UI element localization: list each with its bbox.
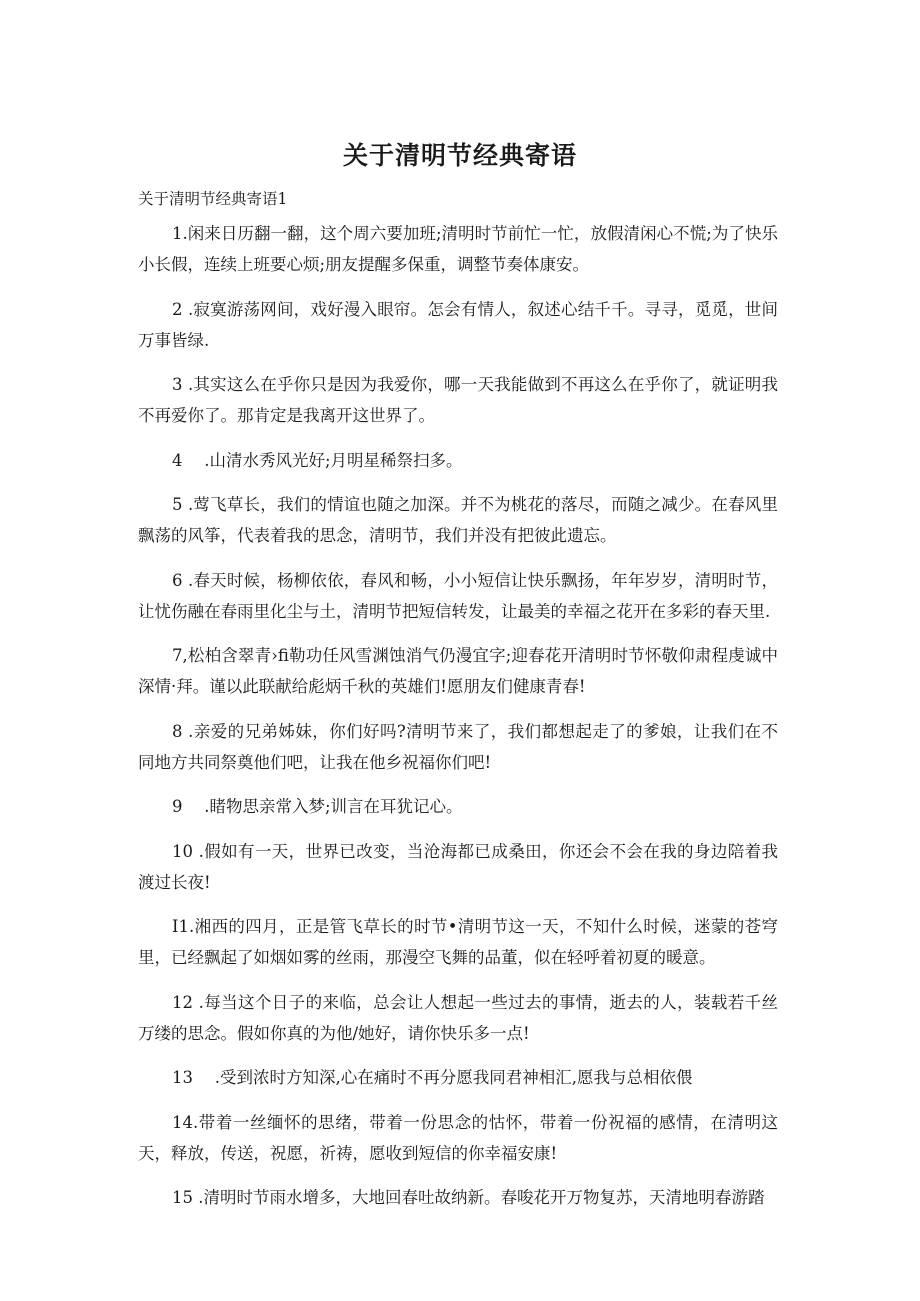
entry-14: 14.带着一丝缅怀的思绪，带着一份思念的怙怀，带着一份祝福的感情，在清明这天，释放，传送，祝愿，祈祷，愿收到短信的你幸福安康!	[138, 1112, 778, 1163]
entry-4: 4 .山清水秀风光好;月明星稀祭扫多。	[172, 450, 463, 470]
entry-2: 2 .寂寞游荡网间，戏好漫入眼帘。怎会有情人，叙述心结千千。寻寻，觅觅，世间万事皆绿.	[138, 299, 778, 350]
section-heading: 关于清明节经典寄语1	[138, 190, 288, 208]
entry-10: 10 .假如有一天，世界已改变，当沧海都已成桑田，你还会不会在我的身边陪着我渡过长夜!	[138, 841, 778, 892]
entry-list	[138, 218, 778, 1227]
entry-3: 3 .其实这么在乎你只是因为我爱你，哪一天我能做到不再这么在乎你了，就证明我不再爱你了。那肯定是我离开这世界了。	[138, 375, 778, 425]
entry-9: 9 .睹物思亲常入梦;训言在耳犹记心。	[172, 797, 463, 816]
entry-5: 5 .莺飞草长，我们的情谊也随之加深。并不为桃花的落尽，而随之减少。在春风里飘荡的风筝，代表着我的思念，清明节，我们并没有把彼此遗忘。	[138, 495, 778, 545]
entry-1: 1.闲来日历翻一翻，这个周六要加班;清明时节前忙一忙，放假清闲心不慌;为了快乐小长假，连续上班要心烦;朋友提醒多保重，调整节奏体康安。	[138, 224, 778, 274]
entry-11: I1.湘西的四月，正是管飞草长的时节•清明节这一天，不知什么时候，迷蒙的苍穹里，已经飘起了如烟如雾的丝雨，那漫空飞舞的品董，似在轻呼着初夏的暖意。	[138, 917, 778, 967]
entry-6: 6 .春天时候，杨柳依依，春风和畅，小小短信让快乐飘扬，年年岁岁，清明时节，让忧伤融在春雨里化尘与土，清明节把短信转发，让最美的幸福之花开在多彩的春天里.	[138, 570, 778, 621]
entry-7: 7,松柏含翠青›fi勒功任风雪渊蚀消气仍漫宜字;迎春花开清明时节怀敬仰肃程虔诚中深情·拜。谨以此联献给彪炳千秋的英雄们!愿朋友们健康青春!	[138, 646, 778, 696]
entry-13: 13 .受到浓时方知深,心在痛时不再分愿我同君神相汇,愿我与总相依偎	[172, 1068, 693, 1087]
document-title: 关于清明节经典寄语	[342, 141, 577, 170]
entry-15: 15 .清明时节雨水增多，大地回春吐故纳新。春唆花开万物复苏，天清地明春游踏	[172, 1188, 765, 1207]
entry-8: 8 .亲爱的兄弟姊妹，你们好吗?清明节来了，我们都想起走了的爹娘，让我们在不同地方共同祭奠他们吧，让我在他乡祝福你们吧!	[138, 721, 778, 772]
entry-12: 12 .每当这个日子的来临，总会让人想起一些过去的事情，逝去的人，装载若千丝万缕的思念。假如你真的为他/她好，请你快乐多一点!	[138, 992, 778, 1043]
